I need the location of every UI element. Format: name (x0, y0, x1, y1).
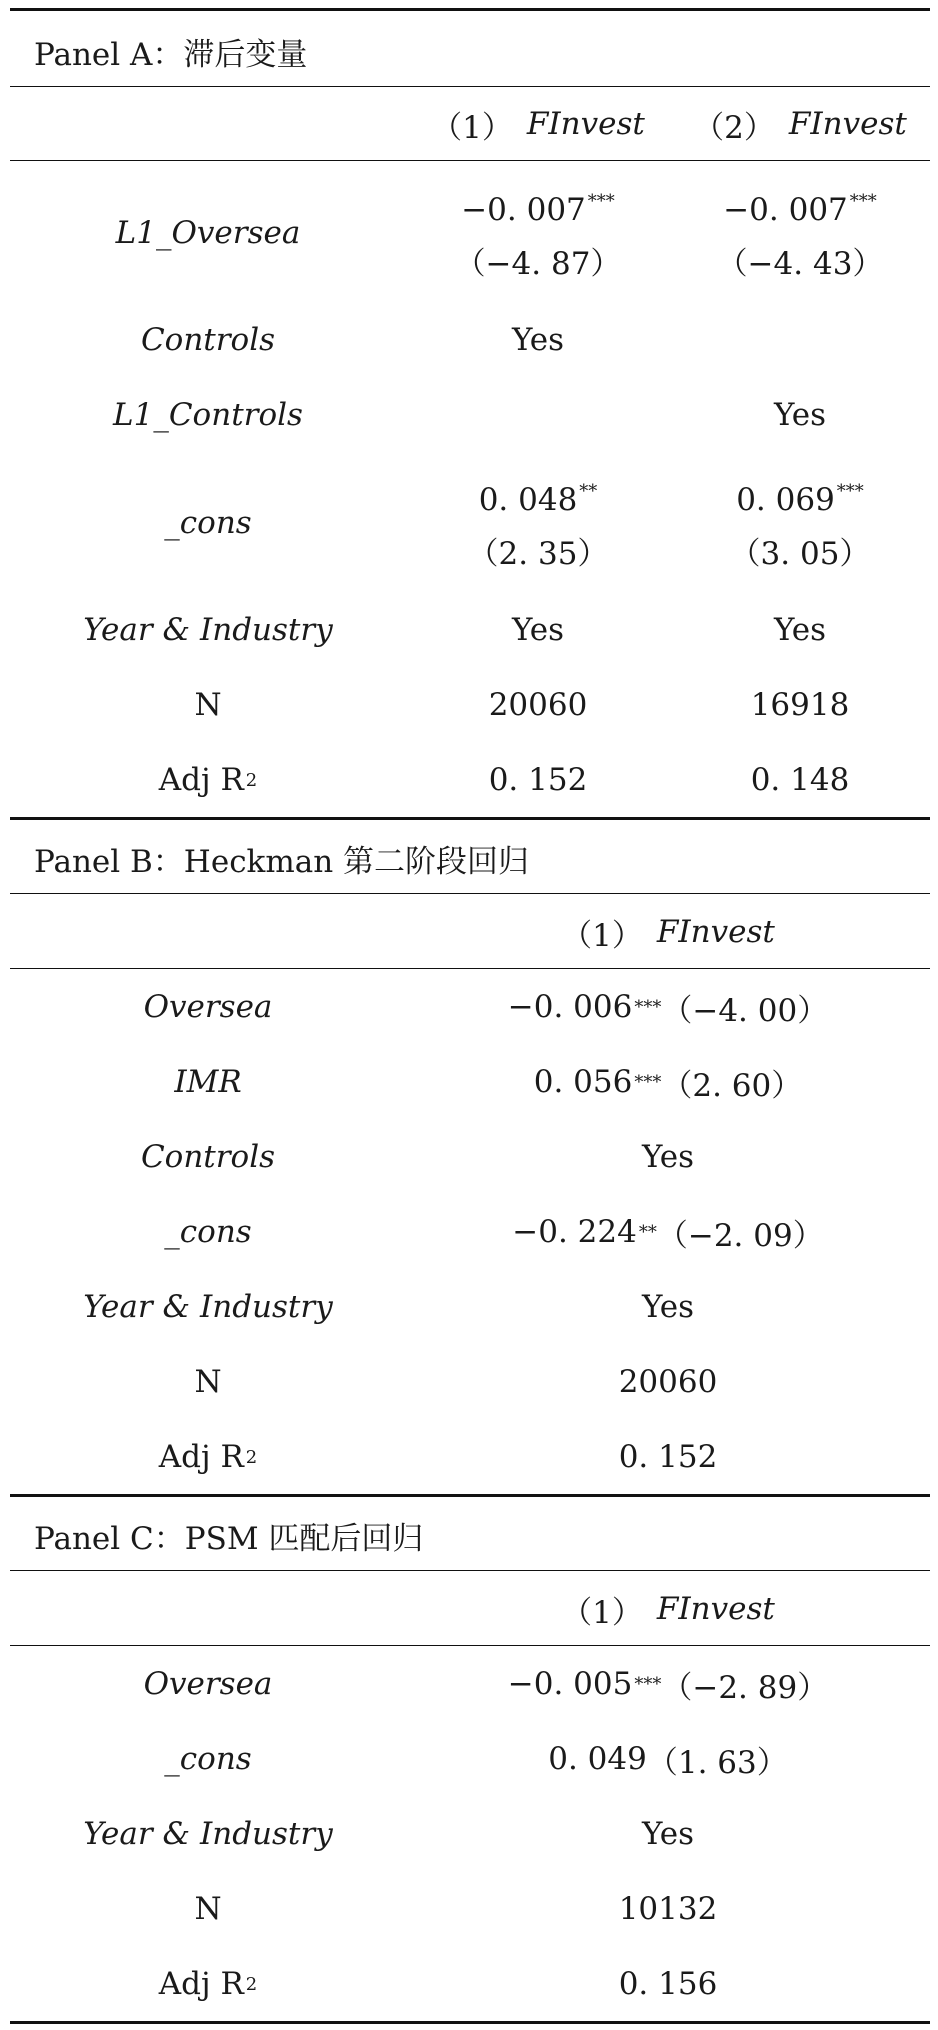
divider (10, 160, 930, 161)
top-rule (10, 8, 930, 11)
panel-c-title: Panel C：PSM 匹配后回归 (34, 1520, 424, 1557)
row-label: Adj R 2 (158, 762, 258, 798)
table-row (10, 470, 930, 576)
column-header-1: （1） FInvest (561, 914, 775, 954)
panel-rule (10, 817, 930, 820)
coef-cell: 0. 049 （1. 63） (548, 1741, 788, 1781)
row-label: Oversea (143, 989, 273, 1025)
divider (10, 968, 930, 969)
coef-cell: 0. 048 ** （2. 35） (467, 481, 609, 572)
value-cell (670, 303, 930, 377)
row-label: Adj R 2 (158, 1966, 258, 2002)
coef-cell: −0. 007 *** （−4. 43） (716, 191, 884, 282)
value-cell: Yes (641, 1289, 695, 1325)
value-cell: Yes (773, 612, 827, 648)
value-cell: 16918 (750, 687, 850, 723)
value-cell: 20060 (618, 1364, 718, 1400)
row-label: Year & Industry (83, 612, 333, 648)
panel-a-header-row (10, 87, 930, 161)
coef-cell: −0. 005 *** （−2. 89） (507, 1666, 829, 1706)
divider (10, 893, 930, 894)
row-label: L1_Controls (113, 397, 303, 433)
value-cell: Yes (641, 1139, 695, 1175)
value-cell: 10132 (618, 1891, 718, 1927)
row-label: _cons (164, 505, 252, 541)
table-row (10, 1270, 930, 1344)
table-row (10, 1045, 930, 1119)
table-row (10, 1722, 930, 1796)
row-label: N (194, 1891, 222, 1927)
panel-a-title: Panel A：滞后变量 (34, 36, 308, 73)
row-label: IMR (174, 1064, 242, 1100)
table-row (10, 593, 930, 667)
value-cell: Yes (773, 397, 827, 433)
table-row (10, 1647, 930, 1721)
table-row (10, 1420, 930, 1494)
coef-cell: −0. 007 *** （−4. 87） (454, 191, 622, 282)
panel-b-title: Panel B：Heckman 第二阶段回归 (34, 843, 530, 880)
table-row (10, 1195, 930, 1269)
table-row (10, 303, 930, 377)
table-row (10, 668, 930, 742)
value-cell: 20060 (488, 687, 588, 723)
table-row (10, 1345, 930, 1419)
table-row (10, 1947, 930, 2021)
row-label: Controls (140, 1139, 276, 1175)
value-cell: Yes (641, 1816, 695, 1852)
row-label: Controls (140, 322, 276, 358)
value-cell: 0. 156 (618, 1966, 718, 2002)
row-label: N (194, 687, 222, 723)
row-label: L1_Oversea (115, 215, 301, 251)
row-label: N (194, 1364, 222, 1400)
table-row (10, 180, 930, 286)
panel-c-header-row (10, 1572, 930, 1646)
value-cell: Yes (511, 612, 565, 648)
row-label: Adj R 2 (158, 1439, 258, 1475)
table-row (10, 1872, 930, 1946)
column-header-1: （1） FInvest (431, 106, 645, 146)
value-cell (406, 378, 670, 452)
panel-rule (10, 1494, 930, 1497)
table-row (10, 1797, 930, 1871)
table-row (10, 1120, 930, 1194)
column-header-2: （2） FInvest (693, 106, 907, 146)
table-row (10, 970, 930, 1044)
row-label: Year & Industry (83, 1289, 333, 1325)
coef-cell: 0. 069 *** （3. 05） (729, 481, 871, 572)
table-row (10, 378, 930, 452)
divider (10, 1570, 930, 1571)
value-cell: Yes (511, 322, 565, 358)
value-cell: 0. 148 (750, 762, 850, 798)
coef-cell: 0. 056 *** （2. 60） (533, 1064, 803, 1104)
coef-cell: −0. 006 *** （−4. 00） (507, 989, 829, 1029)
value-cell: 0. 152 (488, 762, 588, 798)
row-label: Year & Industry (83, 1816, 333, 1852)
bottom-rule (10, 2021, 930, 2024)
coef-cell: −0. 224 ** （−2. 09） (512, 1214, 824, 1254)
row-label: Oversea (143, 1666, 273, 1702)
table-row (10, 743, 930, 817)
row-label: _cons (164, 1214, 252, 1250)
panel-b-header-row (10, 895, 930, 969)
divider (10, 1645, 930, 1646)
value-cell: 0. 152 (618, 1439, 718, 1475)
column-header-1: （1） FInvest (561, 1591, 775, 1631)
row-label: _cons (164, 1741, 252, 1777)
